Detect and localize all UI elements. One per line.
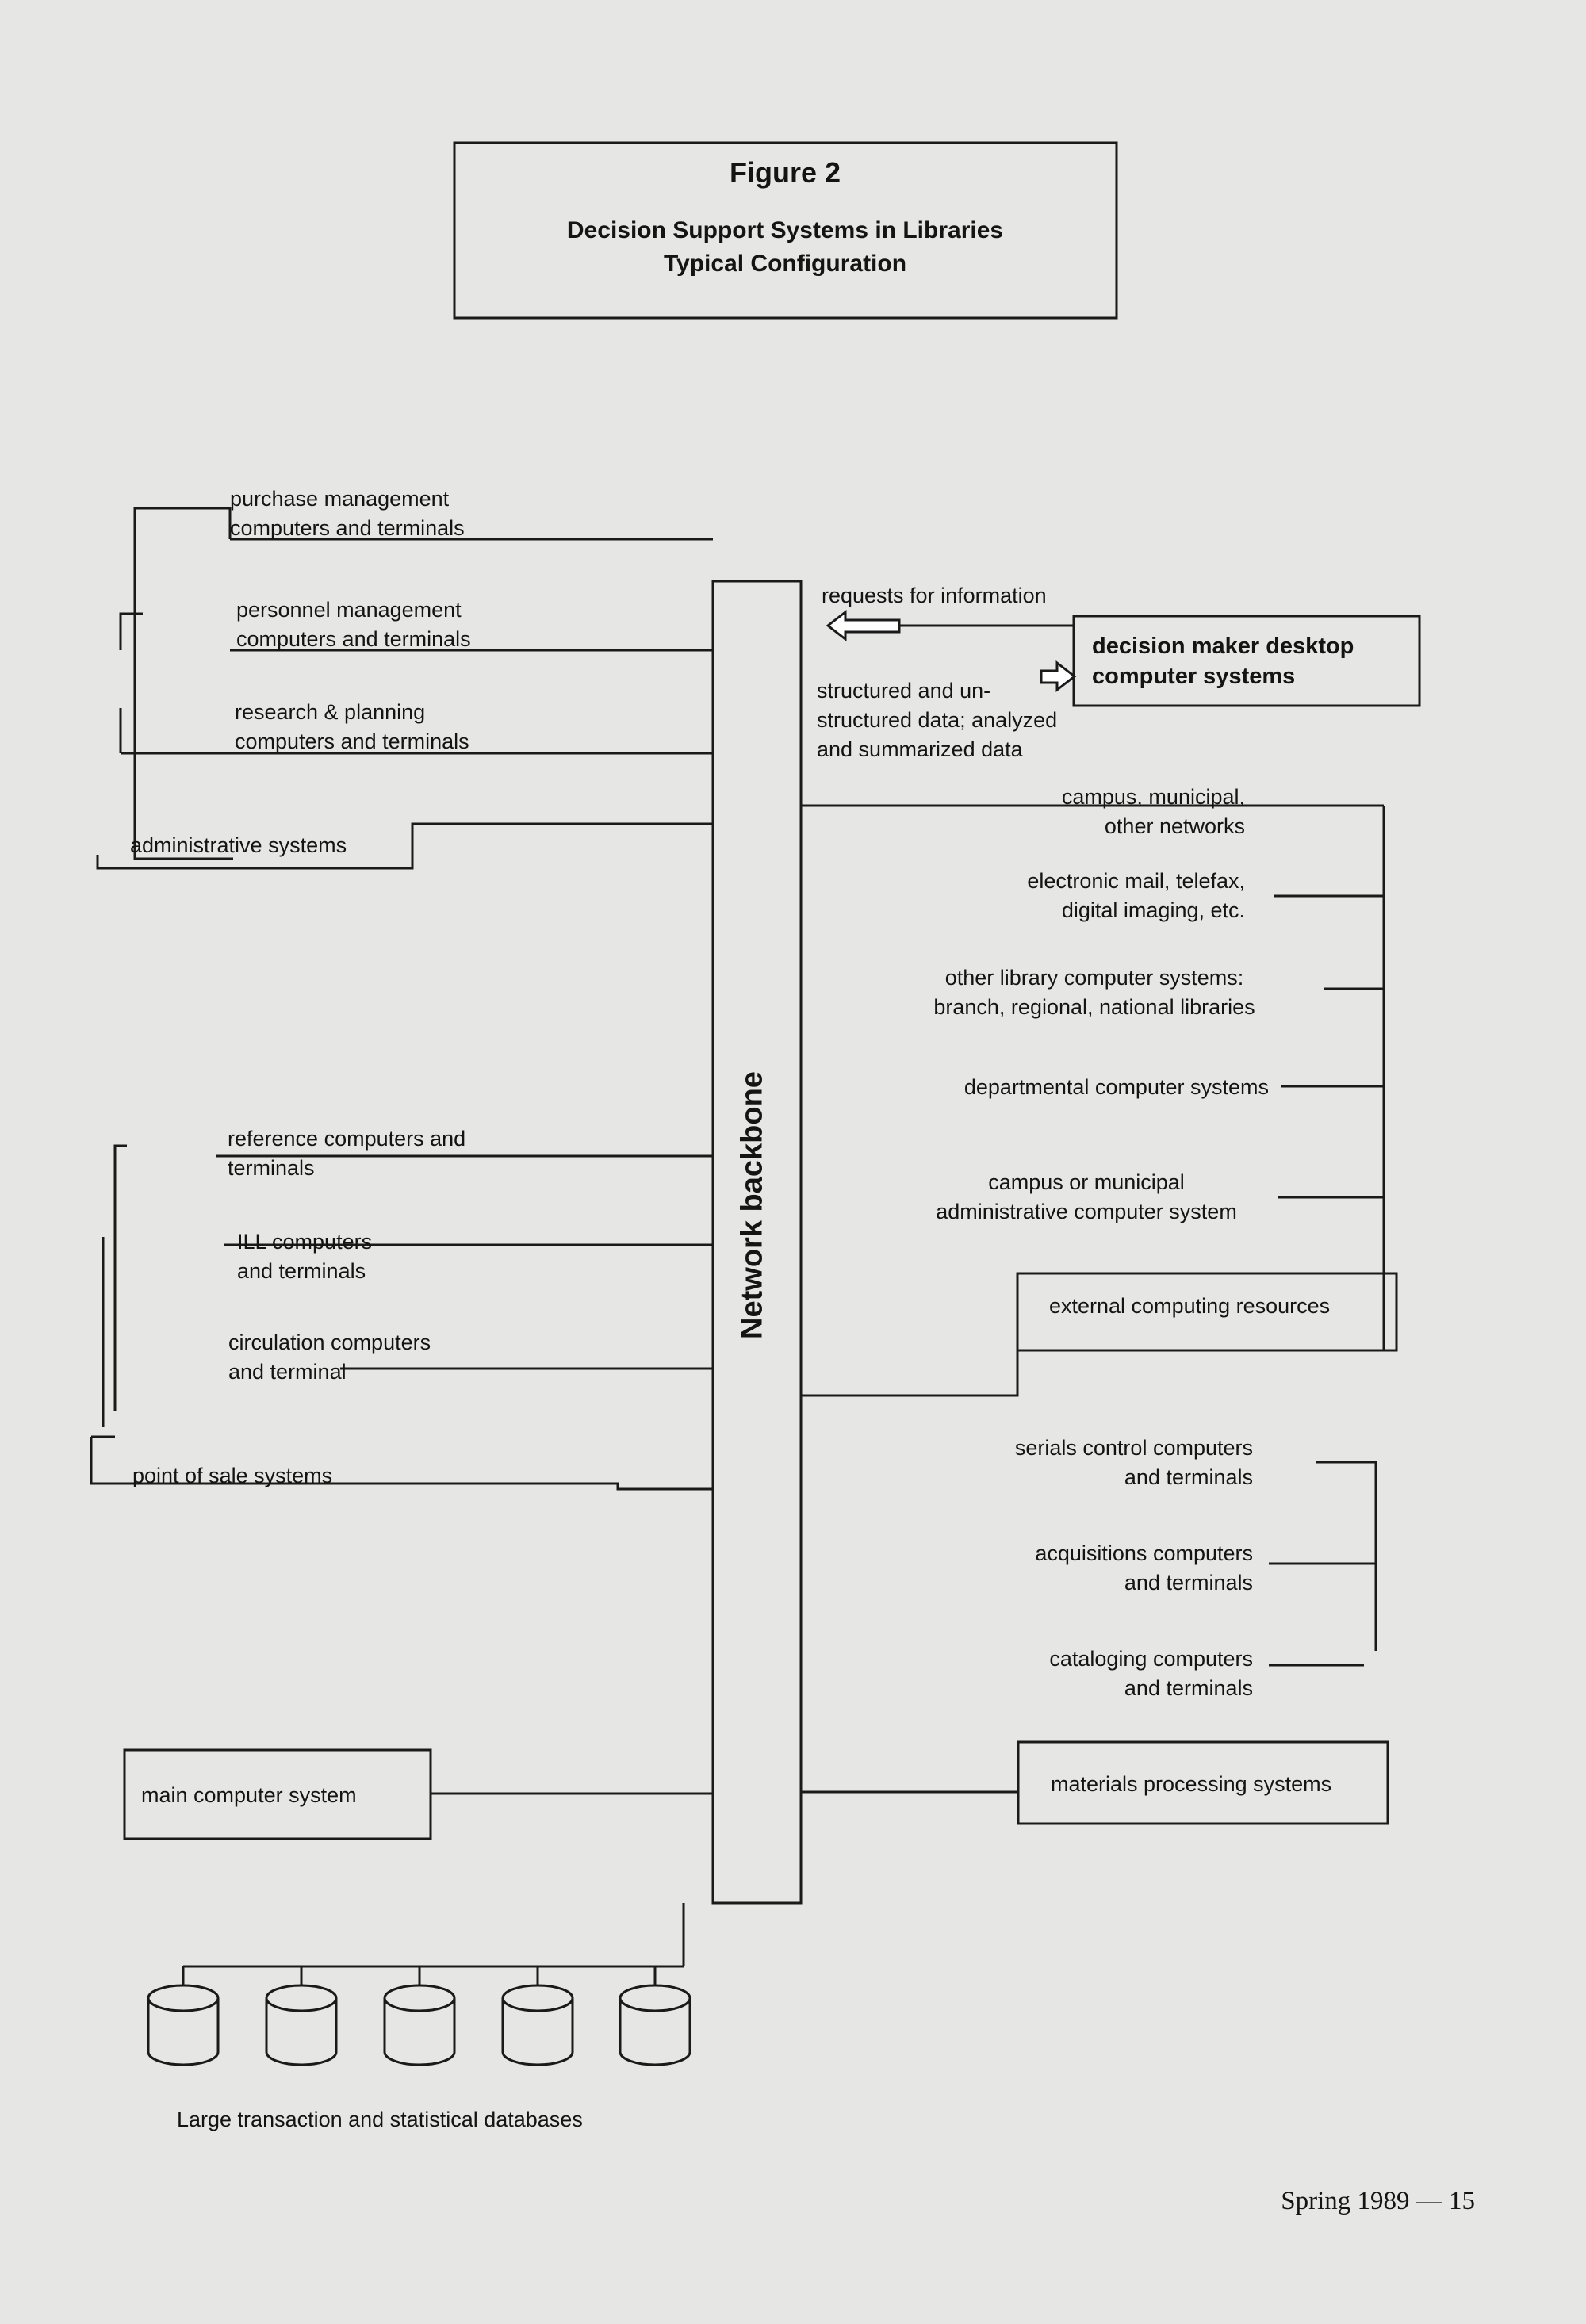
figure-title-line1: Decision Support Systems in Libraries	[566, 217, 1004, 243]
requests-for-information-label: requests for information	[822, 584, 1047, 607]
database-icon	[385, 1966, 454, 2065]
main-computer-system-label: main computer system	[141, 1783, 357, 1807]
research-planning-label: research & planning computers and terminals	[235, 700, 469, 753]
reference-computers-label: reference computers and terminals	[228, 1127, 466, 1180]
administrative-systems-label: administrative systems	[130, 833, 347, 857]
figure-number: Figure 2	[729, 156, 841, 189]
campus-networks-label: campus, municipal, other networks	[1061, 785, 1245, 838]
purchase-management-label: purchase management computers and terminals	[230, 487, 465, 540]
circulation-computers-label: circulation computers and terminal	[228, 1330, 431, 1384]
cataloging-label: cataloging computers and terminals	[1049, 1647, 1253, 1700]
data-flow-label: structured and un- structured data; analyzed and summarized data	[817, 679, 1058, 761]
network-backbone-label: Network backbone	[735, 1071, 769, 1339]
reference-computers-node	[115, 1146, 127, 1411]
database-icon	[148, 1966, 218, 2065]
acquisitions-label: acquisitions computers and terminals	[1035, 1541, 1253, 1595]
page-footer: Spring 1989 — 15	[1281, 2187, 1475, 2215]
serials-control-node	[1316, 1462, 1376, 1651]
email-telefax-label: electronic mail, telefax, digital imaging, etc.	[1027, 869, 1245, 922]
databases-label: Large transaction and statistical databases	[177, 2108, 583, 2131]
figure-title-line2: Typical Configuration	[663, 251, 907, 277]
purchase-management-node	[135, 508, 233, 859]
point-of-sale-label: point of sale systems	[132, 1464, 333, 1487]
database-icon	[620, 1966, 690, 2065]
database-icon	[266, 1966, 336, 2065]
materials-processing-label: materials processing systems	[1051, 1772, 1332, 1796]
ill-computers-label: ILL computers and terminals	[237, 1230, 373, 1283]
request-arrow-icon	[828, 612, 899, 639]
figure-title	[468, 214, 1102, 281]
campus-admin-system-label: campus or municipal administrative computer system	[936, 1170, 1237, 1223]
research-planning-node	[121, 708, 230, 753]
database-icon	[503, 1966, 573, 2065]
departmental-systems-label: departmental computer systems	[963, 1075, 1269, 1099]
serials-control-label: serials control computers and terminals	[1014, 1436, 1253, 1489]
external-computing-label: external computing resources	[1049, 1294, 1331, 1318]
personnel-management-label: personnel management computers and terminals	[236, 598, 471, 651]
decision-maker-label: decision maker desktop computer systems	[1092, 634, 1354, 689]
other-library-systems-label: other library computer systems: branch, regional, national libraries	[933, 966, 1255, 1019]
